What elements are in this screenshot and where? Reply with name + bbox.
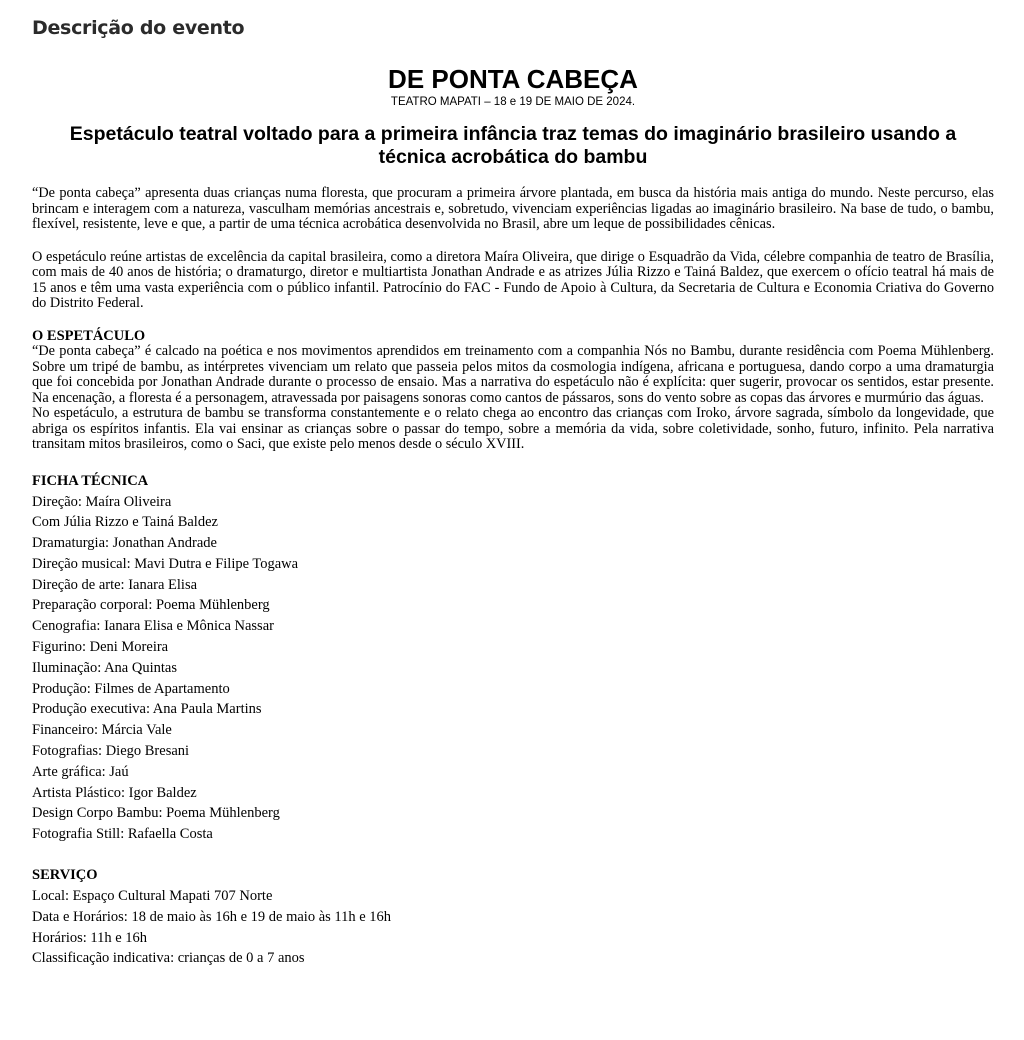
espetaculo-label: O ESPETÁCULO bbox=[32, 327, 146, 344]
servico-dates: Data e Horários: 18 de maio às 16h e 19 de maio às 11h e 16h bbox=[32, 908, 392, 925]
credit-item: Artista Plástico: Igor Baldez bbox=[32, 784, 197, 801]
credit-item: Produção: Filmes de Apartamento bbox=[32, 680, 230, 697]
credit-item: Figurino: Deni Moreira bbox=[32, 639, 169, 656]
espetaculo-paragraph-1: “De ponta cabeça” é calcado na poética e nos movimentos aprendidos em treinamento com a companhia Nós no Bambu, durante residência com Poema Mühlenberg. Sobre um tripé de bambu, as intérpretes vivenciam um relato que passeia pelos mitos da cosmologia indígena, africana e portuguesa, dando corpo a uma dramaturgia que foi concebida por Jonathan Andrade durante o processo de ensaio. Mas a narrativa do espetáculo não é explícita: quer sugerir, provocar os sentidos, estar presente. Na encenação, a floresta é a personagem, atravessada por paisagens sonoras como cantos de pássaros, sons do vento sobre as copas das árvores e murmúrio das águas. bbox=[32, 343, 994, 406]
credit-item: Fotografia Still: Rafaella Costa bbox=[32, 826, 213, 843]
espetaculo-section bbox=[32, 329, 994, 453]
credit-item: Financeiro: Márcia Vale bbox=[32, 722, 172, 739]
credit-item: Com Júlia Rizzo e Tainá Baldez bbox=[32, 514, 218, 531]
credit-item: Direção musical: Mavi Dutra e Filipe Togawa bbox=[32, 555, 299, 572]
servico-times: Horários: 11h e 16h bbox=[32, 929, 148, 946]
credit-item: Direção: Maíra Oliveira bbox=[32, 493, 172, 510]
servico-location: Local: Espaço Cultural Mapati 707 Norte bbox=[32, 888, 273, 905]
ficha-tecnica-list bbox=[32, 492, 994, 846]
credit-item: Preparação corporal: Poema Mühlenberg bbox=[32, 597, 270, 614]
servico-section bbox=[32, 865, 994, 969]
credit-item: Direção de arte: Ianara Elisa bbox=[32, 576, 198, 593]
event-headline: Espetáculo teatral voltado para a primeira infância traz temas do imaginário brasileiro usando a técnica acrobática do bambu bbox=[69, 123, 957, 168]
event-subtitle: TEATRO MAPATI – 18 e 19 DE MAIO DE 2024. bbox=[390, 96, 636, 108]
event-title: DE PONTA CABEÇA bbox=[388, 64, 638, 94]
espetaculo-paragraph-2: No espetáculo, a estrutura de bambu se transforma constantemente e o relato chega ao encontro das crianças com Iroko, árvore sagrada, símbolo da longevidade, que abriga os espíritos infantis. Ela vai ensinar as crianças sobre o passar do tempo, sobre a memória da vida, sobre coletividade, sonho, futuro, infinito. Pela narrativa transitam mitos brasileiros, como o Saci, que existe pelo menos desde o século XVIII. bbox=[32, 405, 994, 452]
credit-item: Iluminação: Ana Quintas bbox=[32, 659, 177, 676]
section-heading: Descrição do evento bbox=[32, 17, 245, 39]
intro-paragraph-1: “De ponta cabeça” apresenta duas crianças numa floresta, que procuram a primeira árvore plantada, em busca da história mais antiga do mundo. Neste percurso, elas brincam e interagem com a natureza, vasculham memórias ancestrais e, sobretudo, vivenciam experiências ligadas ao imaginário brasileiro. Na base de tudo, o bambu, flexível, resistente, leve e que, a partir de uma técnica acrobática desenvolvida no Brasil, abre um leque de possibilidades cênicas. bbox=[32, 185, 994, 232]
ficha-tecnica-section bbox=[32, 471, 994, 846]
intro-paragraph-2: O espetáculo reúne artistas de excelência da capital brasileira, como a diretora Maíra Oliveira, que dirige o Esquadrão da Vida, célebre companhia de teatro de Brasília, com mais de 40 anos de história; o dramaturgo, diretor e multiartista Jonathan Andrade e as atrizes Júlia Rizzo e Tainá Baldez, que exercem o ofício teatral há mais de 15 anos e têm uma vasta experiência com o público infantil. Patrocínio do FAC - Fundo de Apoio à Cultura, da Secretaria de Cultura e Economia Criativa do Governo do Distrito Federal. bbox=[32, 248, 994, 311]
servico-list bbox=[32, 886, 994, 969]
servico-rating: Classificação indicativa: crianças de 0 a 7 anos bbox=[32, 950, 305, 967]
credit-item: Produção executiva: Ana Paula Martins bbox=[32, 701, 262, 718]
ficha-tecnica-label: FICHA TÉCNICA bbox=[32, 472, 149, 489]
credit-item: Design Corpo Bambu: Poema Mühlenberg bbox=[32, 805, 280, 822]
credit-item: Dramaturgia: Jonathan Andrade bbox=[32, 535, 217, 552]
credit-item: Fotografias: Diego Bresani bbox=[32, 743, 190, 760]
credit-item: Cenografia: Ianara Elisa e Mônica Nassar bbox=[32, 618, 274, 635]
servico-label: SERVIÇO bbox=[32, 867, 98, 884]
event-description bbox=[32, 0, 994, 969]
credit-item: Arte gráfica: Jaú bbox=[32, 763, 129, 780]
